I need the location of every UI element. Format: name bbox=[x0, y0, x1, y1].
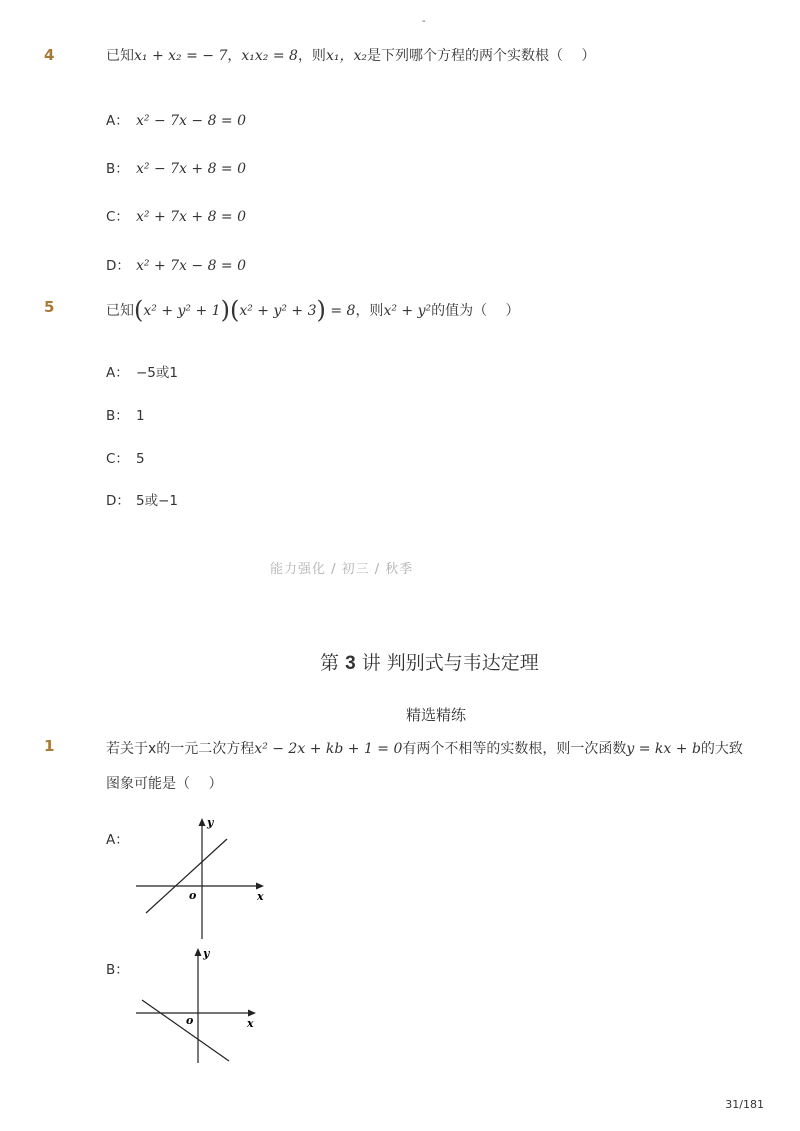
q5-stem-prefix: 已知 bbox=[106, 303, 134, 319]
option-text: 1 bbox=[136, 408, 145, 424]
option-text: x² − 7x + 8 = 0 bbox=[136, 161, 247, 177]
q5-math-target: x² + y² bbox=[383, 303, 432, 319]
y-axis-label: y bbox=[203, 947, 210, 960]
q4-stem-math-product: x₁x₂ = 8 bbox=[241, 48, 298, 64]
breadcrumb: 能力强化 / 初三 / 秋季 bbox=[270, 562, 414, 577]
q4-stem-math-roots: x₁，x₂ bbox=[325, 48, 367, 64]
q1-prefix: 若关于x的一元二次方程 bbox=[106, 741, 255, 757]
option-label: B： bbox=[106, 408, 129, 424]
q4-stem-suffix: 是下列哪个方程的两个实数根（ ） bbox=[366, 48, 596, 64]
q5-stem-suffix: 的值为（ ） bbox=[431, 303, 520, 319]
q4-stem-prefix: 已知 bbox=[106, 48, 134, 64]
q4-stem-mid: ，则 bbox=[297, 48, 326, 64]
q1-option-b-graph[interactable] bbox=[130, 945, 280, 1070]
option-text: x² − 7x − 8 = 0 bbox=[136, 113, 247, 129]
page-number: 31/181 bbox=[725, 1098, 764, 1111]
section-title: 精选精练 bbox=[406, 706, 467, 724]
x-axis-label: x bbox=[247, 1017, 254, 1030]
q5-math-equals: = 8 bbox=[325, 303, 356, 319]
q5-option-b[interactable] bbox=[106, 404, 145, 424]
y-axis-label: y bbox=[207, 816, 214, 829]
option-text: −5或1 bbox=[136, 365, 178, 381]
origin-label: o bbox=[186, 1014, 194, 1027]
q5-math-factor2: x² + y² + 3 bbox=[239, 303, 317, 319]
option-label: C： bbox=[106, 451, 129, 467]
option-label: C： bbox=[106, 209, 129, 225]
option-text: x² + 7x + 8 = 0 bbox=[136, 209, 247, 225]
option-label: D： bbox=[106, 493, 130, 509]
option-text: 5或−1 bbox=[136, 493, 178, 509]
option-label: B： bbox=[106, 161, 129, 177]
q5-math-factor1: x² + y² + 1 bbox=[143, 303, 221, 319]
option-label: B： bbox=[106, 962, 129, 978]
lecture-number: 3 bbox=[345, 653, 356, 674]
question-5-number: 5 bbox=[44, 298, 55, 316]
option-label: A： bbox=[106, 832, 129, 848]
question-5-stem: 已知(x² + y² + 1)(x² + y² + 3) = 8，则x² + y²的值为（ ） bbox=[106, 296, 520, 324]
q5-option-a[interactable] bbox=[106, 361, 178, 381]
q1-math-equation: x² − 2x + kb + 1 = 0 bbox=[254, 741, 403, 757]
q5-option-d[interactable] bbox=[106, 489, 178, 509]
question-1-stem-line2: 图象可能是（ ） bbox=[106, 776, 223, 792]
q4-option-c[interactable] bbox=[106, 205, 246, 225]
option-text: 5 bbox=[136, 451, 145, 467]
q1-suffix: 的大致 bbox=[700, 741, 743, 757]
q5-option-c[interactable] bbox=[106, 447, 145, 467]
question-1-stem-line1 bbox=[106, 739, 743, 759]
lecture-suffix: 讲 判别式与韦达定理 bbox=[361, 652, 539, 674]
question-4-stem bbox=[106, 46, 595, 66]
top-mark: - bbox=[422, 16, 426, 27]
q5-stem-mid: ，则 bbox=[355, 303, 384, 319]
q4-stem-math-sum: x₁ + x₂ = − 7 bbox=[134, 48, 228, 64]
lecture-prefix: 第 bbox=[320, 652, 340, 674]
question-4-number: 4 bbox=[44, 46, 55, 64]
q4-option-b[interactable] bbox=[106, 157, 246, 177]
q1-math-function: y = kx + b bbox=[626, 741, 701, 757]
question-1-number: 1 bbox=[44, 737, 55, 755]
q4-option-a[interactable] bbox=[106, 109, 246, 129]
option-label: A： bbox=[106, 113, 129, 129]
lecture-title bbox=[320, 648, 539, 675]
option-label: A： bbox=[106, 365, 129, 381]
q4-sep: ， bbox=[227, 48, 242, 64]
option-label: D： bbox=[106, 258, 130, 274]
q4-option-d[interactable] bbox=[106, 254, 246, 274]
q1-mid: 有两个不相等的实数根，则一次函数 bbox=[402, 741, 627, 757]
origin-label: o bbox=[189, 889, 197, 902]
option-text: x² + 7x − 8 = 0 bbox=[136, 258, 247, 274]
x-axis-label: x bbox=[257, 890, 264, 903]
q1-option-a-graph[interactable] bbox=[130, 815, 280, 945]
